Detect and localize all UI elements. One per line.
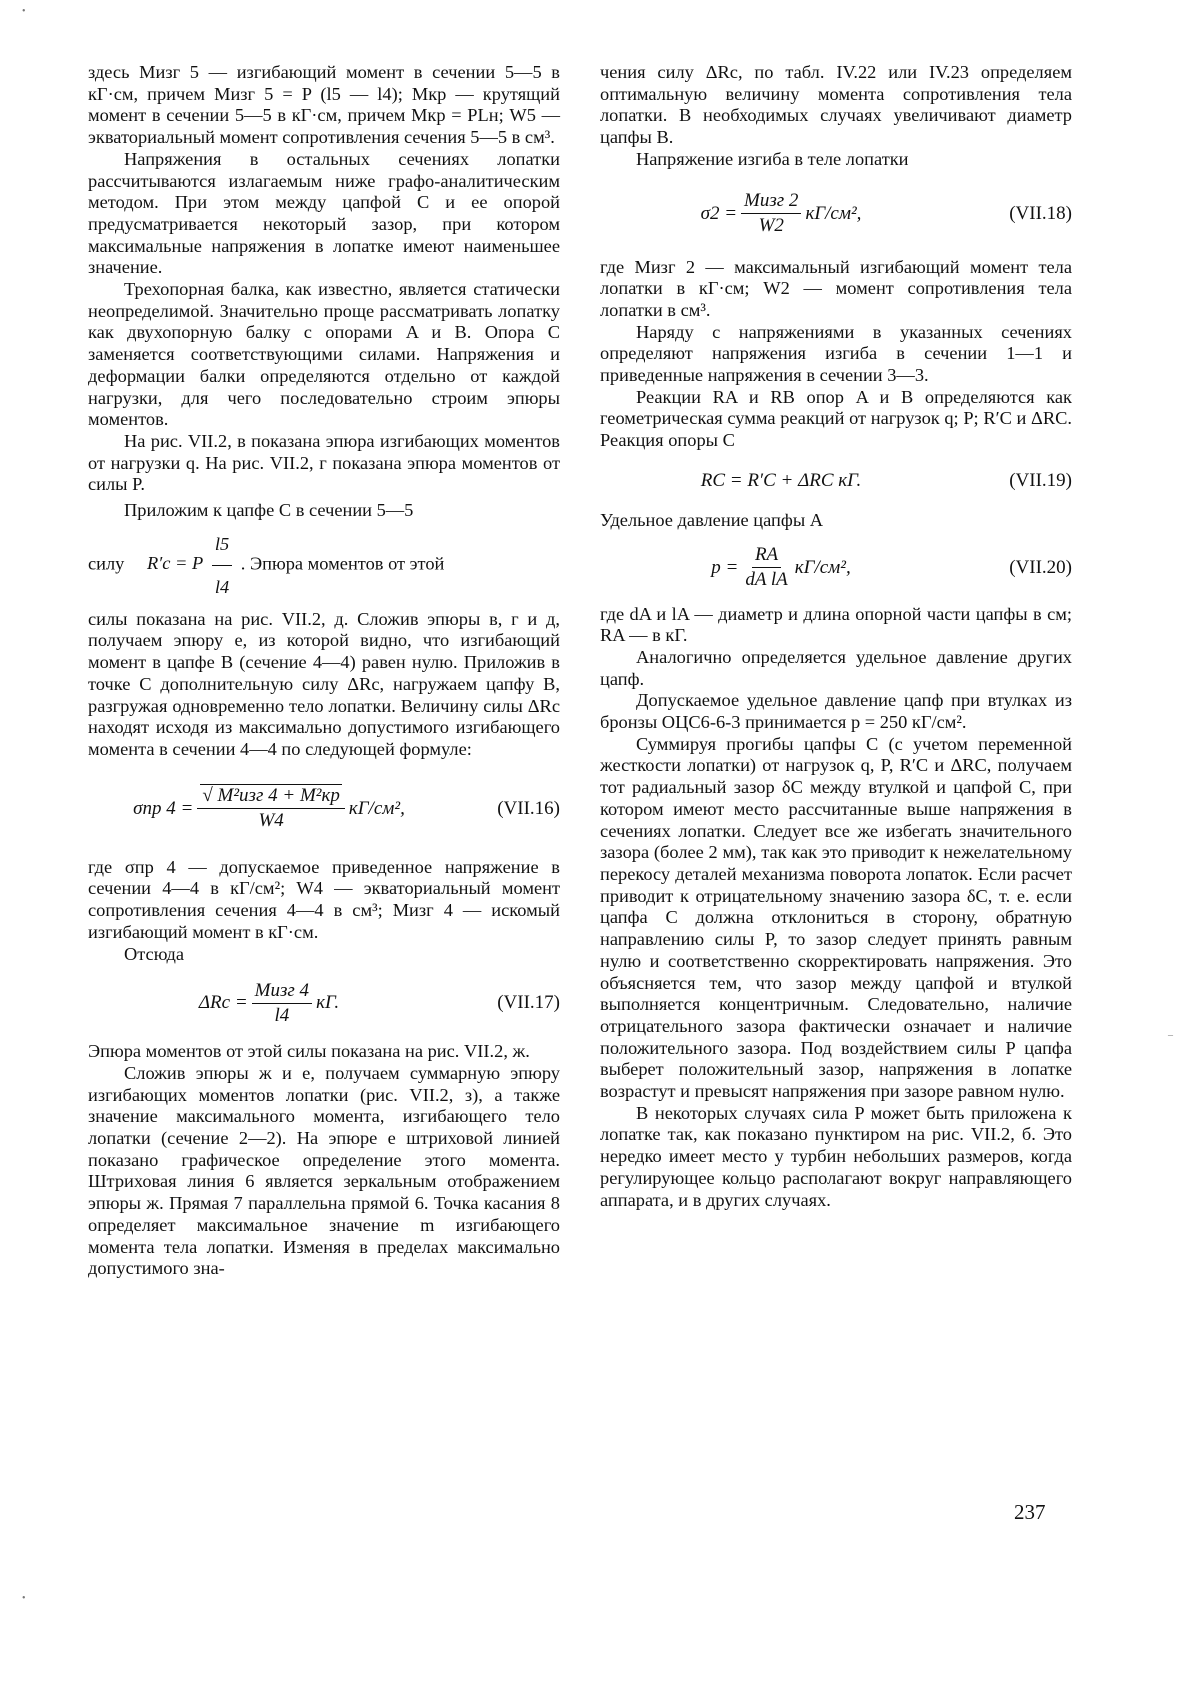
equation-number: (VII.20) — [1009, 556, 1072, 578]
paragraph: здесь Mизг 5 — изгибающий момент в сечении 5—5 в кГ·см, причем Mизг 5 = P (l5 — l4); Mкр — крутящий момент в сечении 5—5 в кГ·см, причем Mкр = PLн; W5 — экваториальный момент сопротивления сечения 5—5 в см³. — [88, 62, 560, 148]
equation-number: (VII.18) — [1009, 202, 1072, 224]
formula-vii-19 — [600, 454, 1072, 508]
paragraph: где σпр 4 — допускаемое приведенное напряжение в сечении 4—4 в кГ/см²; W4 — экваториальный момент сопротивления сечения 4—4 в см³; Mизг 4 — искомый изгибающий момент в кГ·см. — [88, 856, 560, 942]
paragraph: силы показана на рис. VII.2, д. Сложив эпюры в, г и д, получаем эпюру е, из которой видно, что изгибающий момент в цапфе B (сечение 4—4) равен нулю. Приложив в точке C дополнительную силу ΔRc, нагружаем цапфу B, разгружая одновременно тело лопатки. Величину силы ΔRc находят исходя из максимально допустимого изгибающего момента в сечении 4—4 по следующей формуле: — [88, 608, 560, 759]
paragraph: В некоторых случаях сила P может быть приложена к лопатке так, как показано пунктиром на рис. VII.2, б. Это нередко имеет место у турбин небольших размеров, когда регулирующее кольцо располагают вокруг направляющего аппарата, и в других случаях. — [600, 1102, 1072, 1210]
paragraph: Эпюра моментов от этой силы показана на рис. VII.2, ж. — [88, 1041, 530, 1062]
fraction — [741, 190, 801, 236]
paragraph: Наряду с напряжениями в указанных сечениях определяют напряжения изгиба в сечении 1—1 и приведенные напряжения в сечении 3—3. — [600, 321, 1072, 386]
equation-number: (VII.17) — [497, 992, 560, 1014]
text-fragment: силу — [88, 553, 125, 574]
equation-number: (VII.16) — [497, 797, 560, 819]
paragraph: Приложим к цапфе C в сечении 5—5 — [124, 500, 414, 521]
scan-mark: – — [1168, 1030, 1173, 1041]
paragraph: Удельное давление цапфы A — [600, 509, 824, 530]
fraction-denominator: l4 — [274, 1004, 290, 1026]
formula-vii-20 — [600, 534, 1072, 602]
paragraph: где Mизг 2 — максимальный изгибающий момент тела лопатки в кГ·см; W2 — момент сопротивления тела лопатки в см³. — [600, 256, 1072, 320]
fraction-denominator: W2 — [758, 215, 784, 237]
right-column — [600, 62, 1072, 1211]
paragraph: Отсюда — [124, 943, 185, 964]
formula-lhs: R′c = P — [147, 553, 204, 574]
paragraph: Допускаемое удельное давление цапф при втулках из бронзы ОЦС6-6-3 принимается p = 250 кГ/см². — [600, 690, 1072, 733]
formula-vii-18 — [600, 173, 1072, 255]
paragraph: Сложив эпюры ж и е, получаем суммарную эпюру изгибающих моментов лопатки (рис. VII.2, з), а также значение максимального момента, изгибающего тело лопатки (сечение 2—2). На эпюре е штриховой линией показано графическое определение этого момента. Штриховая линия 6 является зеркальным отображением эпюры ж. Прямая 7 параллельна прямой 6. Точка касания 8 определяет максимальное значение m изгибающего момента тела лопатки. Изменяя в пределах максимально допустимого зна- — [88, 1062, 560, 1279]
inline-formula-line — [88, 524, 560, 607]
formula-units: кГ/см², — [805, 202, 862, 224]
formula-vii-16 — [88, 763, 560, 855]
formula-lhs: σ2 = — [700, 202, 738, 224]
paragraph: Реакции RA и RB опор A и B определяются как геометрическая сумма реакций от нагрузок q; P; R′C и ΔRC. Реакция опоры C — [600, 386, 1072, 451]
paragraph: где dA и lA — диаметр и длина опорной части цапфы в см; RA — в кГ. — [600, 603, 1072, 646]
equation-number: (VII.19) — [1009, 469, 1072, 491]
fraction-denominator: W4 — [258, 810, 284, 832]
formula-lhs: p = — [711, 556, 739, 578]
paragraph: Аналогично определяется удельное давление других цапф. — [600, 646, 1072, 689]
left-column — [88, 62, 560, 1280]
paragraph: Напряжение изгиба в теле лопатки — [636, 148, 909, 169]
formula-units: кГ/см², — [348, 797, 405, 819]
text-fragment: . Эпюра моментов от этой — [240, 553, 445, 574]
formula-vii-17 — [88, 967, 560, 1039]
fraction-numerator: l5 — [212, 524, 232, 566]
paragraph: Суммируя прогибы цапфы C (с учетом переменной жесткости лопатки) от нагрузок q, P, R′C и ΔRC, получаем тот радиальный зазор δC между втулкой и цапфой C, при котором имеют место рассчитанные выше напряжения в сечениях лопатки. Следует все же избегать значительного зазора (более 2 мм), так как это приводит к нежелательному перекосу деталей механизма поворота лопаток. Если расчет приводит к отрицательному значению зазора δC, т. е. если цапфа C должна отклониться в сторону, обратную направлению силы P, то зазор следует принять равным нулю и соответственно скорректировать напряжения. Это объясняется тем, что зазор между цапфой и втулкой выполняется концентричным. Следовательно, наличие отрицательного зазора фактически означает и наличие положительного зазора. Под воздействием силы P цапфа выберет положительный зазор, напряжения в лопатке возрастут и превысят напряжения при зазоре равном нулю. — [600, 733, 1072, 1102]
paragraph: На рис. VII.2, в показана эпюра изгибающих моментов от нагрузки q. На рис. VII.2, г показана эпюра моментов от силы P. — [88, 430, 560, 495]
sqrt-expression: √ M²изг 4 + M²кр — [202, 785, 340, 807]
fraction — [252, 980, 312, 1026]
paragraph: Напряжения в остальных сечениях лопатки рассчитываются излагаемым ниже графо-аналитическим методом. При этом между цапфой C и ее опорой предусматривается некоторый зазор, при котором максимальные напряжения в лопатке имеют наименьшее значение. — [88, 148, 560, 278]
formula-lhs: σпр 4 = — [133, 797, 194, 819]
formula-units: кГ/см², — [794, 556, 851, 578]
fraction-numerator: RA — [752, 544, 781, 568]
fraction-numerator — [197, 785, 345, 809]
fraction-numerator: Mизг 4 — [252, 980, 312, 1004]
formula-expression: RC = R′C + ΔRC кГ. — [700, 469, 862, 491]
fraction-denominator: dA lA — [745, 569, 788, 591]
scan-mark: • — [22, 6, 26, 17]
fraction — [197, 785, 345, 831]
page-number: 237 — [1014, 1500, 1046, 1524]
fraction-denominator: l4 — [214, 576, 230, 597]
paragraph: Трехопорная балка, как известно, является статически неопределимой. Значительно проще рассматривать лопатку как двухопорную балку с опорами A и B. Опора C заменяется соответствующими силами. Напряжения и деформации балки определяются отдельно от каждой нагрузки, для чего последовательно строим эпюры моментов. — [88, 279, 560, 430]
formula-lhs: ΔRc = — [198, 992, 248, 1014]
fraction-numerator: Mизг 2 — [741, 190, 801, 214]
paragraph: чения силу ΔRc, по табл. IV.22 или IV.23 определяем оптимальную величину момента сопротивления тела лопатки. В необходимых случаях увеличивают диаметр цапфы B. — [600, 62, 1072, 148]
fraction — [212, 524, 232, 607]
scan-mark: • — [22, 1593, 26, 1604]
formula-units: кГ. — [316, 992, 340, 1014]
fraction — [742, 544, 790, 590]
